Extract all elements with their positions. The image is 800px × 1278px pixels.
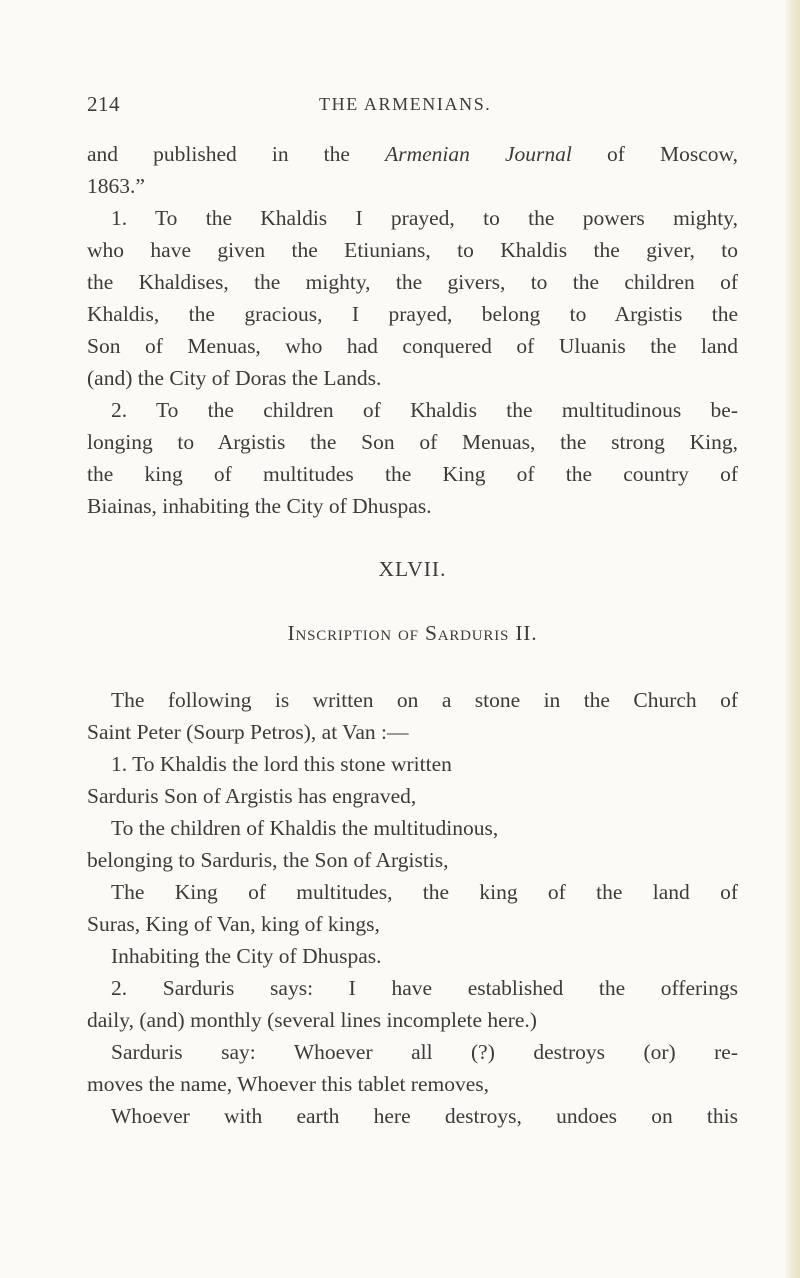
text-line: moves the name, Whoever this tablet removes, — [87, 1072, 490, 1096]
text-line: 1. To the Khaldis I prayed, to the powers mighty, — [111, 206, 738, 230]
running-head: THE ARMENIANS. — [319, 94, 492, 114]
verse-line: Inhabiting the City of Dhuspas. — [111, 944, 382, 968]
verse-line: The King of multitudes, the king of the land of — [111, 880, 738, 904]
text-line: The following is written on a stone in the Church of — [111, 688, 738, 712]
page-header — [87, 92, 738, 120]
verse-line: Sarduris Son of Argistis has engraved, — [87, 784, 417, 808]
text-line: longing to Argistis the Son of Menuas, the strong King, — [87, 430, 738, 454]
text-span: of Moscow, — [571, 142, 738, 166]
journal-title: Armenian Journal — [385, 142, 572, 166]
verse-line: 1. To Khaldis the lord this stone written — [111, 752, 452, 776]
text-line: (and) the City of Doras the Lands. — [87, 366, 382, 390]
text-line: daily, (and) monthly (several lines incomplete here.) — [87, 1008, 537, 1032]
text-line: Saint Peter (Sourp Petros), at Van :— — [87, 720, 409, 744]
page-edge-shadow — [784, 0, 800, 1278]
section-title: Inscription of Sarduris II. — [287, 621, 538, 645]
page-number: 214 — [87, 92, 120, 116]
text-line: the Khaldises, the mighty, the givers, to the children of — [87, 270, 738, 294]
text-line: 2. To the children of Khaldis the multitudinous be- — [111, 398, 738, 422]
text-line: who have given the Etiunians, to Khaldis the giver, to — [87, 238, 738, 262]
section-number: XLVII. — [378, 557, 447, 581]
text-line: Biainas, inhabiting the City of Dhuspas. — [87, 494, 432, 518]
text-line: 2. Sarduris says: I have established the offerings — [111, 976, 738, 1000]
text-line: Sarduris say: Whoever all (?) destroys (or) re- — [111, 1040, 738, 1064]
verse-line: Suras, King of Van, king of kings, — [87, 912, 380, 936]
verse-line: belonging to Sarduris, the Son of Argistis, — [87, 848, 449, 872]
text-line: the king of multitudes the King of the country of — [87, 462, 738, 486]
text-line: Khaldis, the gracious, I prayed, belong to Argistis the — [87, 302, 738, 326]
text-line: Son of Menuas, who had conquered of Uluanis the land — [87, 334, 738, 358]
text-line — [87, 139, 738, 169]
text-span: and published in the — [87, 142, 386, 166]
text-line: 1863.” — [87, 174, 145, 198]
text-line: Whoever with earth here destroys, undoes on this — [111, 1104, 738, 1128]
verse-line: To the children of Khaldis the multitudinous, — [111, 816, 499, 840]
